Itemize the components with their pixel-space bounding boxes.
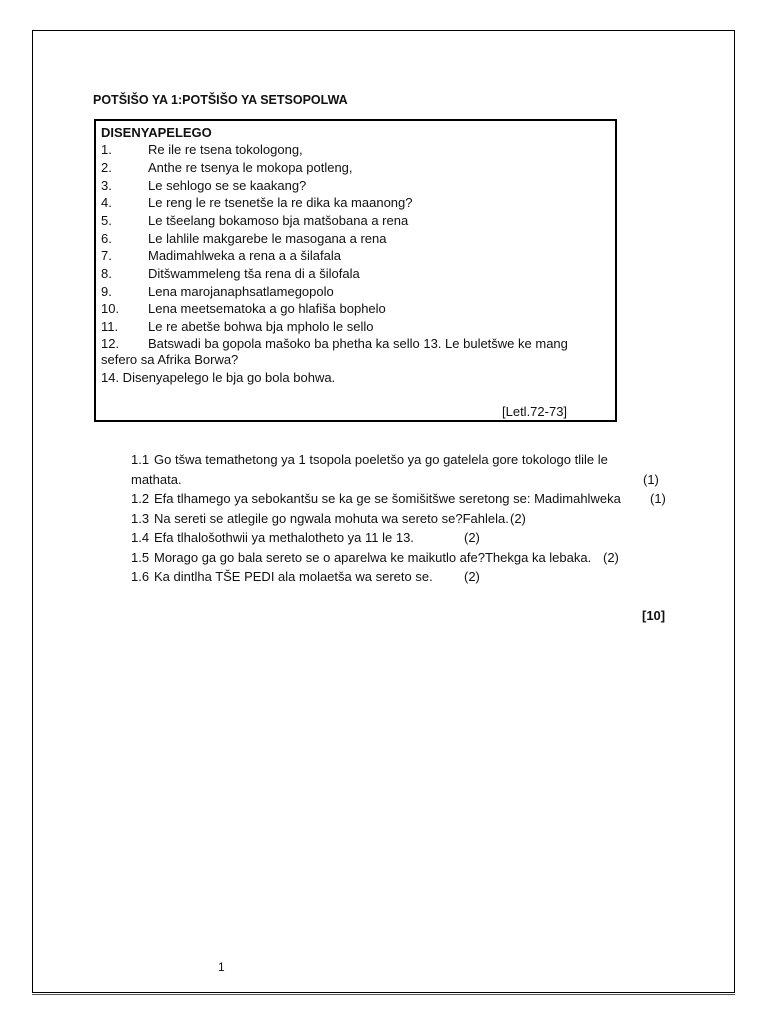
question-text: Go tšwa temathetong ya 1 tsopola poeletšo ya go gatelela gore tokologo tlile le xyxy=(154,452,608,467)
page-number: 1 xyxy=(218,960,225,974)
line-number: 12. xyxy=(101,336,120,351)
page-bottom-line xyxy=(32,994,735,995)
poem-line: 14. Disenyapelego le bja go bola bohwa. xyxy=(101,370,336,385)
question-number: 1.2 xyxy=(131,491,150,506)
poem-line xyxy=(101,195,413,210)
line-number: 2. xyxy=(101,160,112,175)
line-text: Le sehlogo se se kaakang? xyxy=(148,178,307,193)
line-number: 10. xyxy=(101,301,120,316)
line-number: 6. xyxy=(101,231,112,246)
poem-line xyxy=(101,301,386,316)
line-number: 11. xyxy=(101,319,119,334)
line-text: Le reng le re tsenetše la re dika ka maanong? xyxy=(148,195,413,210)
question-mark: (1) xyxy=(650,491,666,506)
question-text: Morago ga go bala sereto se o aparelwa ke maikutlo afe?Thekga ka lebaka. xyxy=(154,550,592,565)
line-text: Le lahlile makgarebe le masogana a rena xyxy=(148,231,387,246)
question-text: Efa tlhamego ya sebokantšu se ka ge se šomišitšwe seretong se: Madimahlweka xyxy=(154,491,621,506)
line-number: 8. xyxy=(101,266,112,281)
line-number: 5. xyxy=(101,213,112,228)
line-text: Lena meetsematoka a go hlafiša bophelo xyxy=(148,301,386,316)
poem-title: DISENYAPELEGO xyxy=(101,125,212,140)
poem-line xyxy=(101,266,360,281)
poem-line xyxy=(101,213,408,228)
question-1-1-continued: mathata. xyxy=(131,472,182,487)
poem-line xyxy=(101,284,334,299)
line-text: Le re abetše bohwa bja mpholo le sello xyxy=(148,319,374,334)
question-text: Na sereti se atlegile go ngwala mohuta wa sereto se?Fahlela. xyxy=(154,511,509,526)
question-number: 1.1 xyxy=(131,452,150,467)
poem-line xyxy=(101,160,353,175)
question-mark: (2) xyxy=(464,530,480,545)
poem-line-wrapped xyxy=(101,336,606,368)
poem-line xyxy=(101,142,303,157)
line-text: Le tšeelang bokamoso bja matšobana a rena xyxy=(148,213,409,228)
poem-line xyxy=(101,178,306,193)
question-1-2 xyxy=(131,491,621,506)
line-text: Anthe re tsenya le mokopa potleng, xyxy=(148,160,353,175)
line-text: Madimahlweka a rena a a šilafala xyxy=(148,248,341,263)
question-mark: (2) xyxy=(464,569,480,584)
question-number: 1.6 xyxy=(131,569,150,584)
line-number: 4. xyxy=(101,195,112,210)
question-1-3 xyxy=(131,511,509,526)
question-number: 1.5 xyxy=(131,550,150,565)
source-reference: [Letl.72-73] xyxy=(502,404,568,419)
total-marks: [10] xyxy=(642,608,666,623)
question-1-5 xyxy=(131,550,591,565)
line-number: 3. xyxy=(101,178,112,193)
question-1-1 xyxy=(131,452,608,467)
line-text: Batswadi ba gopola mašoko ba phetha ka sello 13. Le buletšwe ke mang sefero sa Afrika Borwa? xyxy=(101,336,568,367)
line-text: Ditšwammeleng tša rena di a šilofala xyxy=(148,266,360,281)
question-1-6 xyxy=(131,569,433,584)
poem-line xyxy=(101,231,387,246)
question-text: Efa tlhalošothwii ya methalotheto ya 11 le 13. xyxy=(154,530,414,545)
poem-line xyxy=(101,248,341,263)
line-number: 7. xyxy=(101,248,112,263)
line-text: Re ile re tsena tokologong, xyxy=(148,142,303,157)
question-1-4 xyxy=(131,530,414,545)
section-heading: POTŠIŠO YA 1:POTŠIŠO YA SETSOPOLWA xyxy=(93,93,348,107)
question-number: 1.3 xyxy=(131,511,150,526)
line-text: Lena marojanaphsatlamegopolo xyxy=(148,284,334,299)
question-mark: (1) xyxy=(643,472,659,487)
line-number: 9. xyxy=(101,284,112,299)
poem-line xyxy=(101,319,373,334)
question-number: 1.4 xyxy=(131,530,150,545)
line-number: 1. xyxy=(101,142,112,157)
question-mark: (2) xyxy=(603,550,619,565)
question-text: Ka dintlha TŠE PEDI ala molaetša wa sereto se. xyxy=(154,569,433,584)
question-mark: (2) xyxy=(510,511,526,526)
